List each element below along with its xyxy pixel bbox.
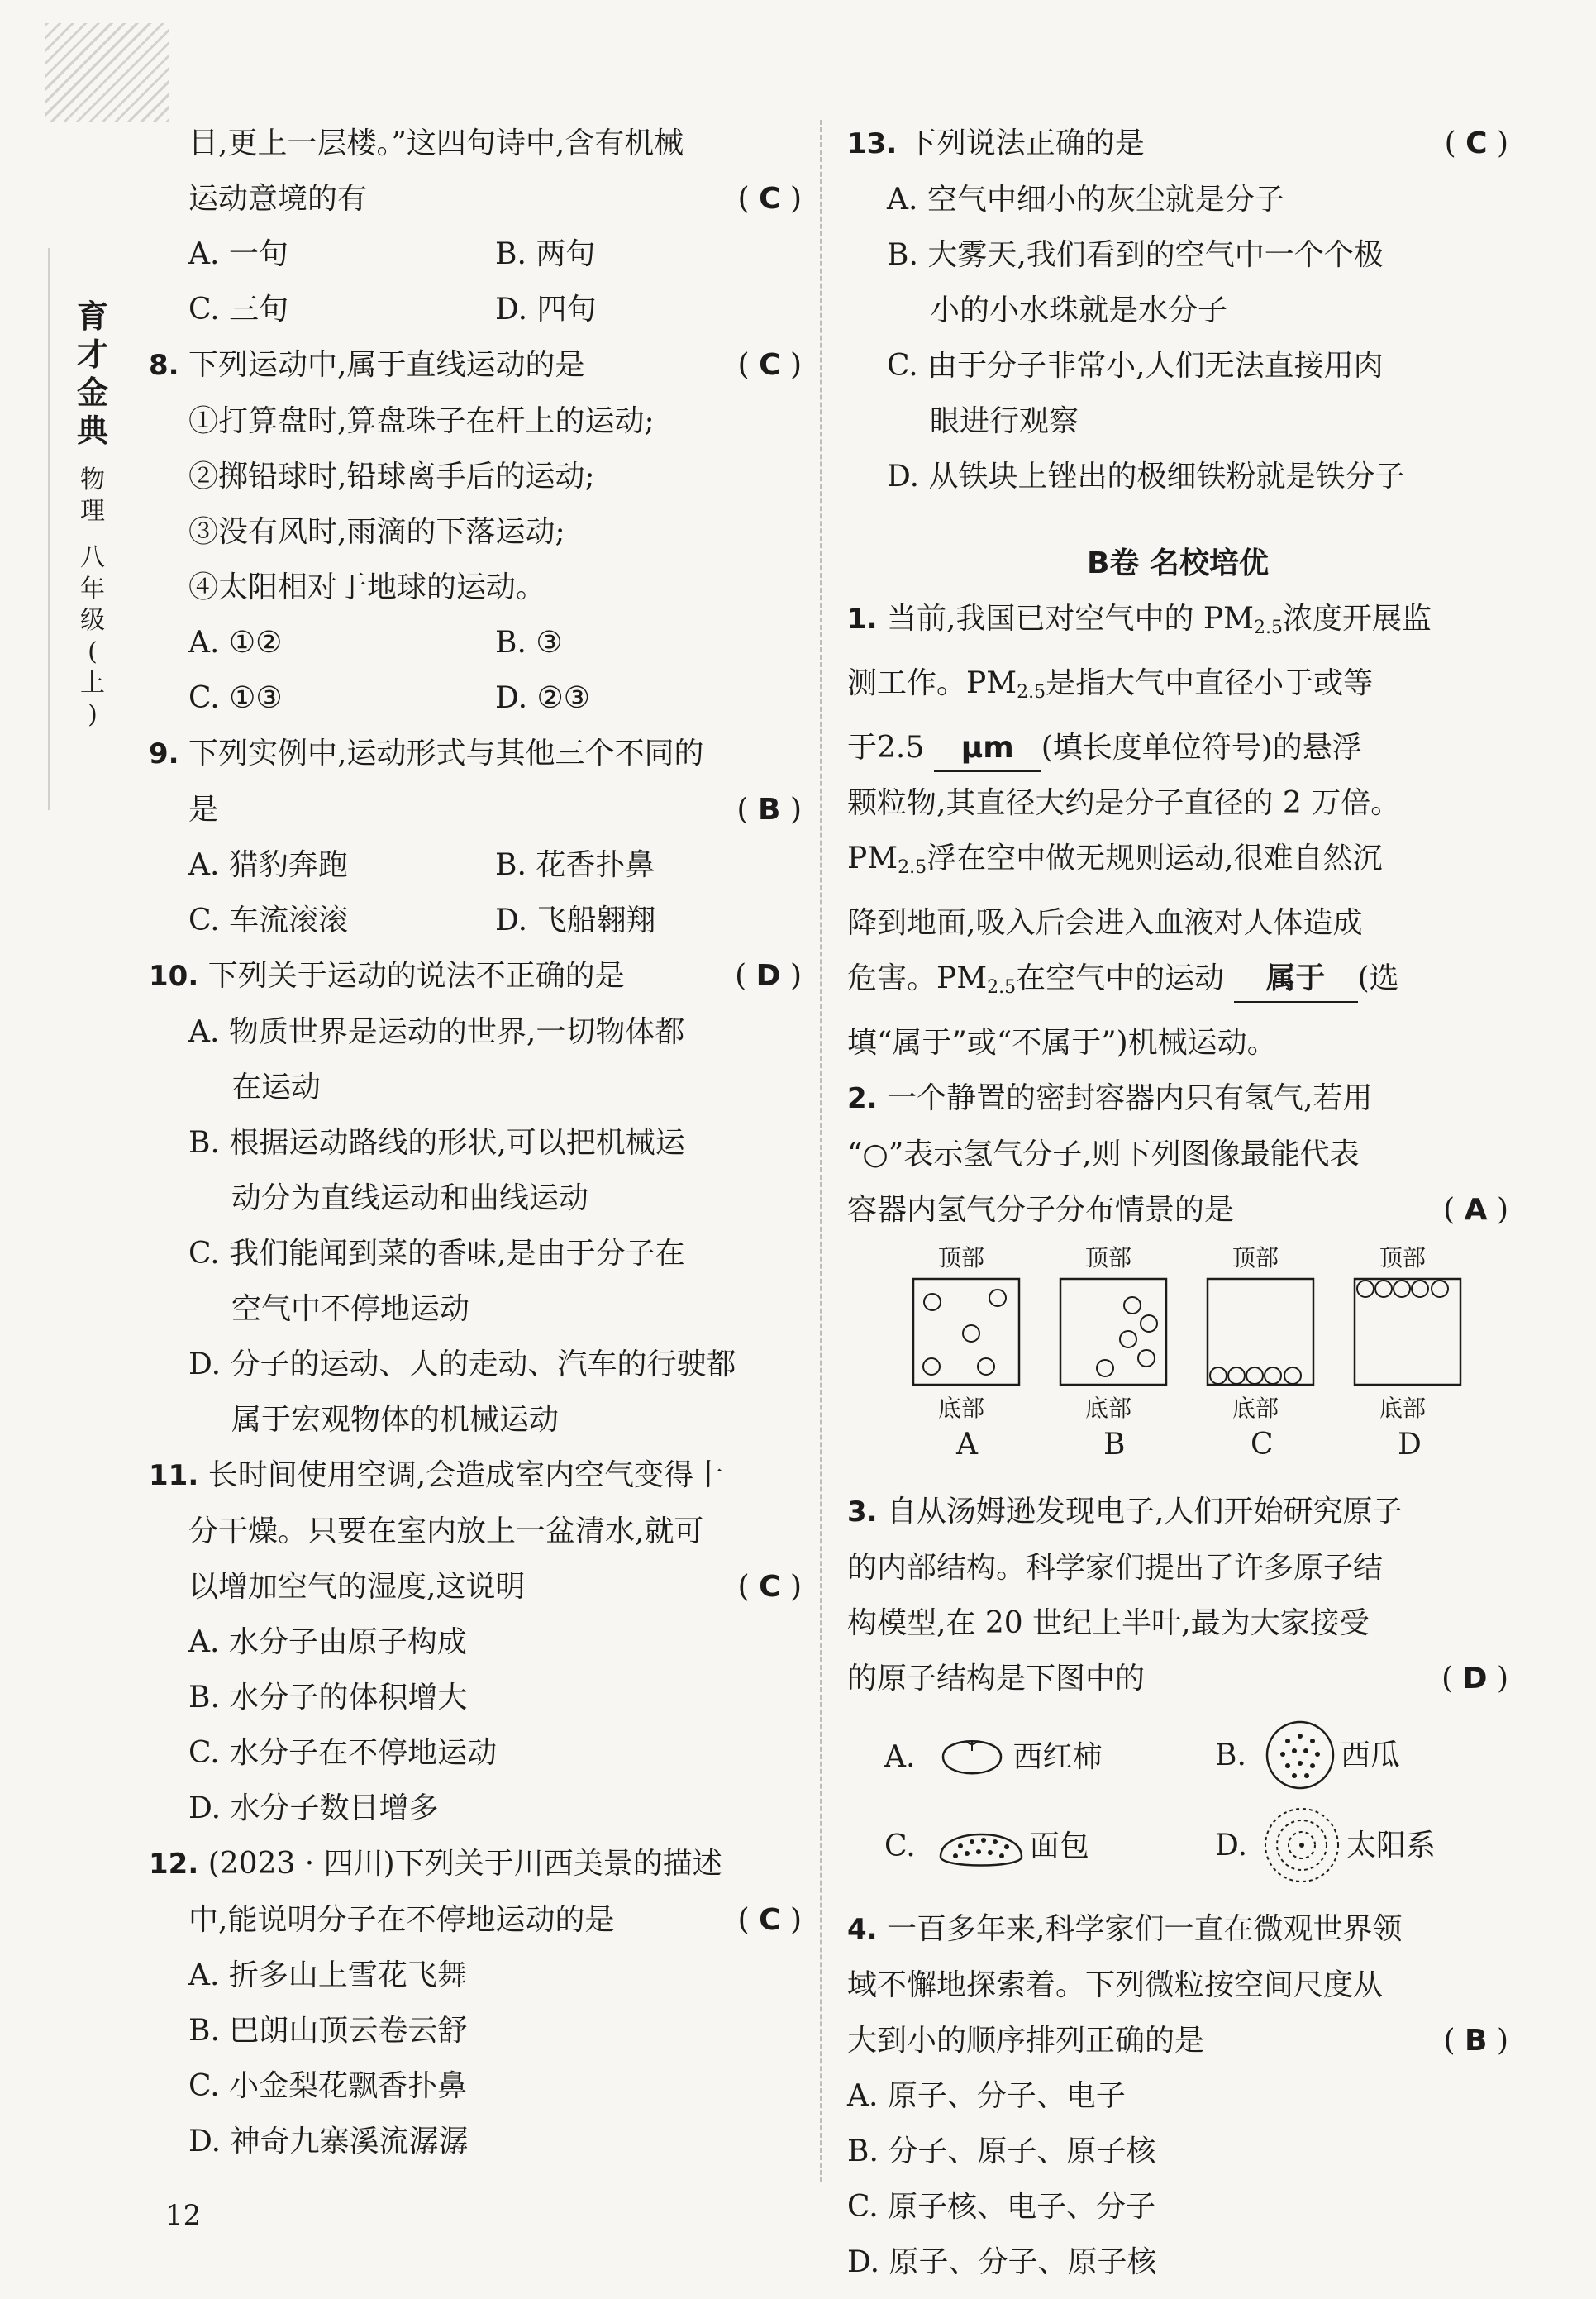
molecule xyxy=(1138,1350,1155,1367)
molecule xyxy=(924,1294,941,1310)
option-a: A. 原子、分子、电子 xyxy=(847,2079,1126,2113)
option-c: C. 原子核、电子、分子 xyxy=(847,2190,1156,2224)
answer-mark: ( C ) xyxy=(737,182,802,216)
molecule xyxy=(1228,1367,1245,1384)
molecule xyxy=(989,1290,1006,1306)
top-label: 顶部 xyxy=(1232,1244,1279,1271)
molecule xyxy=(978,1358,994,1375)
option-b-continued: 动分为直线运动和曲线运动 xyxy=(231,1181,589,1215)
molecule xyxy=(1120,1331,1136,1347)
question-12 xyxy=(149,1836,802,2169)
list-item: ③没有风时,雨滴的下落运动; xyxy=(188,515,565,549)
option-c: C. ①③ xyxy=(188,681,283,715)
model-option-c: C. 面包 xyxy=(884,1817,1089,1875)
option-d: D. 飞船翱翔 xyxy=(495,904,656,937)
answer-mark: ( B ) xyxy=(1443,2024,1508,2058)
molecule xyxy=(1357,1281,1374,1297)
model-option-d: D. 太阳系 xyxy=(1215,1804,1436,1886)
option-a: A. 空气中细小的灰尘就是分子 xyxy=(887,183,1284,217)
answer-mark: ( A ) xyxy=(1443,1193,1508,1227)
top-label: 顶部 xyxy=(1085,1244,1132,1271)
diagram-label-b: B xyxy=(1103,1428,1126,1462)
question-text: 域不懈地探索着。下列微粒按空间尺度从 xyxy=(847,1968,1384,2002)
option-b: B. 根据运动路线的形状,可以把机械运 xyxy=(188,1126,685,1160)
molecule xyxy=(1412,1281,1428,1297)
answer-mark: ( C ) xyxy=(737,1570,802,1604)
molecule xyxy=(1246,1367,1263,1384)
option-row xyxy=(149,837,802,893)
option-row xyxy=(149,893,802,948)
corner-hatch-decoration xyxy=(45,23,169,122)
option-row xyxy=(149,282,802,337)
molecule xyxy=(1141,1315,1157,1332)
option-d: D. 分子的运动、人的走动、汽车的行驶都 xyxy=(188,1347,736,1381)
molecule xyxy=(923,1358,940,1375)
answer-mark: ( B ) xyxy=(736,793,802,827)
option-row xyxy=(149,670,802,726)
question-text: 分干燥。只要在室内放上一盆清水,就可 xyxy=(188,1514,704,1548)
molecule xyxy=(1265,1367,1281,1384)
option-b: B. ③ xyxy=(495,626,563,660)
question-text: 颗粒物,其直径大约是分子直径的 2 万倍。 xyxy=(847,786,1401,820)
container-diagrams xyxy=(847,1244,1508,1484)
bottom-label: 底部 xyxy=(1085,1395,1132,1422)
question-text: “○”表示氢气分子,则下列图像最能代表 xyxy=(847,1138,1360,1171)
model-option-a: A. 西红柿 xyxy=(884,1728,1102,1786)
option-row xyxy=(149,227,802,282)
option-row xyxy=(149,615,802,670)
option-b: B. 巴朗山顶云卷云舒 xyxy=(188,2014,468,2048)
model-option-b: B. 西瓜 xyxy=(1215,1718,1400,1792)
option-a: A. ①② xyxy=(188,626,283,660)
question-8 xyxy=(149,337,802,726)
question-text-line: 测工作。PM2.5是指大气中直径小于或等 xyxy=(847,666,1374,703)
question-number: 1. xyxy=(847,603,878,636)
option-c: C. 由于分子非常小,人们无法直接用肉 xyxy=(887,349,1384,383)
option-a-continued: 在运动 xyxy=(231,1071,322,1104)
column-divider xyxy=(820,120,822,2182)
option-d: D. 原子、分子、原子核 xyxy=(847,2245,1157,2279)
question-text-line: 运动意境的有 ( C ) xyxy=(149,171,802,227)
question-number: 4. xyxy=(847,1913,878,1946)
option-b: B. 水分子的体积增大 xyxy=(188,1681,468,1715)
question-text-line: 以增加空气的湿度,这说明 ( C ) xyxy=(149,1559,802,1615)
spine-brand: 育 才 金 典 xyxy=(76,298,108,449)
option-d: D. 水分子数目增多 xyxy=(188,1791,439,1825)
question-b2 xyxy=(847,1071,1508,1484)
question-number: 9. xyxy=(149,737,179,770)
bottom-label: 底部 xyxy=(1379,1395,1427,1422)
option-c: C. 小金梨花飘香扑鼻 xyxy=(188,2069,468,2103)
option-d-continued: 属于宏观物体的机械运动 xyxy=(231,1403,560,1437)
bottom-label: 底部 xyxy=(1232,1395,1279,1422)
molecule xyxy=(1284,1367,1301,1384)
atom-models xyxy=(847,1711,1508,1901)
question-text: 的内部结构。科学家们提出了许多原子结 xyxy=(847,1551,1384,1585)
question-text-line: PM2.5浮在空中做无规则运动,很难自然沉 xyxy=(847,842,1383,878)
option-b: B. 大雾天,我们看到的空气中一个个极 xyxy=(887,238,1384,272)
molecule xyxy=(1124,1297,1141,1314)
answer-mark: ( D ) xyxy=(1441,1662,1508,1696)
watermelon-model-icon xyxy=(1263,1718,1337,1792)
question-11 xyxy=(149,1448,802,1836)
question-text: 构模型,在 20 世纪上半叶,最为大家接受 xyxy=(847,1606,1370,1640)
option-c: C. 水分子在不停地运动 xyxy=(188,1736,498,1770)
question-text: 填“属于”或“不属于”)机械运动。 xyxy=(847,1026,1277,1060)
question-text-line: 4. 一百多年来,科学家们一直在微观世界领 xyxy=(847,1912,1403,1946)
option-c: C. 我们能闻到菜的香味,是由于分子在 xyxy=(188,1237,685,1271)
question-text: 目,更上一层楼。”这四句诗中,含有机械 xyxy=(188,126,684,160)
option-c: C. 三句 xyxy=(188,293,289,327)
question-number: 12. xyxy=(149,1848,199,1881)
answer-mark: ( C ) xyxy=(737,348,802,382)
question-10 xyxy=(149,948,802,1448)
question-number: 2. xyxy=(847,1082,878,1115)
top-label: 顶部 xyxy=(1379,1244,1427,1271)
question-text-line: 2. 一个静置的密封容器内只有氢气,若用 xyxy=(847,1081,1373,1115)
question-text-line: 8. 下列运动中,属于直线运动的是 ( C ) xyxy=(149,337,802,394)
question-9 xyxy=(149,726,802,948)
option-a: A. 水分子由原子构成 xyxy=(188,1625,467,1659)
page-number: 12 xyxy=(165,2199,202,2232)
question-number: 10. xyxy=(149,960,199,993)
question-text-line: 13. 下列说法正确的是 ( C ) xyxy=(847,116,1508,172)
option-c: C. 车流滚滚 xyxy=(188,904,349,937)
question-text-line: 是 ( B ) xyxy=(149,782,802,837)
option-b: B. 两句 xyxy=(495,237,596,271)
list-item: ①打算盘时,算盘珠子在杆上的运动; xyxy=(188,404,655,438)
spine-grade: 八 年 级 ( 上 ) xyxy=(80,543,105,729)
tomato-model-icon xyxy=(935,1728,1009,1786)
bottom-label: 底部 xyxy=(938,1395,985,1422)
option-c-continued: 眼进行观察 xyxy=(930,404,1079,438)
question-b1 xyxy=(847,591,1508,1071)
question-text-line: 11. 长时间使用空调,会造成室内空气变得十 xyxy=(149,1458,724,1492)
molecule xyxy=(1097,1360,1113,1376)
question-text-line: 危害。PM2.5在空气中的运动 属于 (选 xyxy=(847,951,1508,1015)
option-b: B. 分子、原子、原子核 xyxy=(847,2134,1156,2168)
option-a: A. 一句 xyxy=(188,237,288,271)
top-label: 顶部 xyxy=(938,1244,985,1271)
molecule xyxy=(963,1325,979,1342)
question-text-line: 中,能说明分子在不停地运动的是 ( C ) xyxy=(149,1892,802,1948)
question-text-line: 12. (2023 · 四川)下列关于川西美景的描述 xyxy=(149,1847,722,1881)
question-13 xyxy=(847,116,1508,504)
question-text-line: 3. 自从汤姆逊发现电子,人们开始研究原子 xyxy=(847,1495,1403,1529)
question-text-line: 于2.5 μm (填长度单位符号)的悬浮 xyxy=(847,720,1508,775)
spine-label xyxy=(68,298,117,731)
molecule xyxy=(1375,1281,1392,1297)
option-d: D. ②③ xyxy=(495,681,591,715)
option-b: B. 花香扑鼻 xyxy=(495,848,655,882)
diagram-label-a: A xyxy=(956,1428,978,1462)
question-number: 3. xyxy=(847,1495,878,1529)
solar-system-model-icon xyxy=(1260,1804,1343,1886)
question-text-line: 大到小的顺序排列正确的是 ( B ) xyxy=(847,2013,1508,2068)
list-item: ④太阳相对于地球的运动。 xyxy=(188,570,546,604)
bread-model-icon xyxy=(936,1817,1027,1875)
question-text-line: 的原子结构是下图中的 ( D ) xyxy=(847,1651,1508,1706)
section-title: B卷 名校培优 xyxy=(1087,546,1269,580)
answer-mark: ( D ) xyxy=(735,959,802,993)
question-text: 降到地面,吸入后会进入血液对人体造成 xyxy=(847,906,1363,940)
question-number: 13. xyxy=(847,127,898,160)
option-b-continued: 小的小水珠就是水分子 xyxy=(930,293,1228,327)
question-number: 11. xyxy=(149,1459,199,1492)
answer-mark: ( C ) xyxy=(737,1903,802,1937)
option-a: A. 物质世界是运动的世界,一切物体都 xyxy=(188,1015,685,1049)
option-a: A. 折多山上雪花飞舞 xyxy=(188,1958,467,1992)
option-d: D. 从铁块上锉出的极细铁粉就是铁分子 xyxy=(887,460,1405,494)
question-text-line: 1. 当前,我国已对空气中的 PM2.5浓度开展监 xyxy=(847,602,1432,638)
option-a: A. 猎豹奔跑 xyxy=(188,848,348,882)
option-d: D. 四句 xyxy=(495,293,597,327)
molecule xyxy=(1394,1281,1410,1297)
question-text-line: 9. 下列实例中,运动形式与其他三个不同的 xyxy=(149,737,704,770)
fill-blank-answer: 属于 xyxy=(1234,956,1358,1003)
fill-blank-answer: μm xyxy=(934,726,1041,772)
question-b4 xyxy=(847,1901,1508,2290)
spine-subject: 物 理 xyxy=(80,465,105,526)
molecule xyxy=(1210,1367,1227,1384)
right-column xyxy=(847,116,1508,2290)
question-number: 8. xyxy=(149,349,179,382)
question-b3 xyxy=(847,1484,1508,1901)
left-column xyxy=(149,116,802,2169)
molecule xyxy=(1432,1281,1448,1297)
question-text-line: 10. 下列关于运动的说法不正确的是 ( D ) xyxy=(149,948,802,1004)
spine-rule xyxy=(48,248,50,810)
option-c-continued: 空气中不停地运动 xyxy=(231,1292,470,1326)
diagram-label-d: D xyxy=(1398,1428,1422,1462)
option-d: D. 神奇九寨溪流潺潺 xyxy=(188,2125,469,2158)
answer-mark: ( C ) xyxy=(1444,126,1508,160)
list-item: ②掷铅球时,铅球离手后的运动; xyxy=(188,460,595,494)
question-7 xyxy=(149,116,802,337)
question-text-line: 容器内氢气分子分布情景的是 ( A ) xyxy=(847,1182,1508,1238)
diagram-label-c: C xyxy=(1251,1428,1274,1462)
